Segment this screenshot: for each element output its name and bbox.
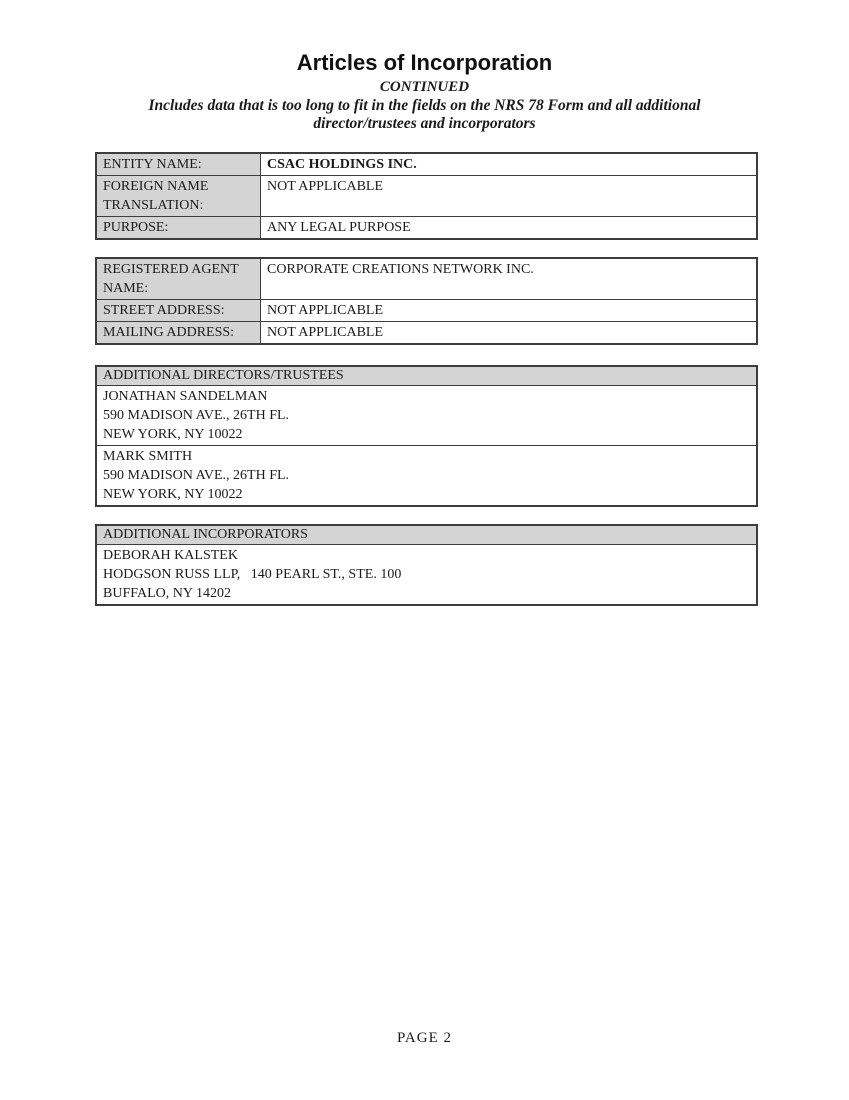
row-label: REGISTERED AGENT NAME: — [96, 258, 261, 300]
registered-agent-table — [95, 257, 758, 345]
document-header — [0, 0, 849, 133]
table-row-foreign-name — [96, 176, 757, 217]
row-value: NOT APPLICABLE — [261, 322, 758, 345]
incorporator-entry — [96, 545, 757, 606]
incorporator-city-line: BUFFALO, NY 14202 — [103, 586, 231, 601]
row-value: NOT APPLICABLE — [261, 176, 758, 217]
entity-table — [95, 152, 758, 240]
row-value: ANY LEGAL PURPOSE — [261, 217, 758, 240]
incorporator-street-line: HODGSON RUSS LLP, 140 PEARL ST., STE. 100 — [103, 567, 402, 582]
table-row-mailing-address — [96, 322, 757, 345]
section-header: ADDITIONAL INCORPORATORS — [96, 525, 757, 545]
incorporator-name-line: DEBORAH KALSTEK — [103, 548, 238, 563]
row-value: CSAC HOLDINGS INC. — [261, 153, 758, 176]
row-label: MAILING ADDRESS: — [96, 322, 261, 345]
section-header: ADDITIONAL DIRECTORS/TRUSTEES — [96, 366, 757, 386]
row-label: ENTITY NAME: — [96, 153, 261, 176]
table-row-entity-name — [96, 153, 757, 176]
director-entry — [96, 446, 757, 507]
director-city-line: NEW YORK, NY 10022 — [103, 427, 243, 442]
director-city-line: NEW YORK, NY 10022 — [103, 487, 243, 502]
director-entry — [96, 386, 757, 446]
additional-directors-table — [95, 365, 758, 507]
table-row-purpose — [96, 217, 757, 240]
table-row-street-address — [96, 300, 757, 322]
row-label: PURPOSE: — [96, 217, 261, 240]
director-name-line: JONATHAN SANDELMAN — [103, 389, 268, 404]
director-name-line: MARK SMITH — [103, 449, 193, 464]
section-header-row — [96, 366, 757, 386]
director-street-line: 590 MADISON AVE., 26TH FL. — [103, 408, 290, 423]
director-entry-row — [96, 386, 757, 446]
row-value: CORPORATE CREATIONS NETWORK INC. — [261, 258, 758, 300]
row-value: NOT APPLICABLE — [261, 300, 758, 322]
director-street-line: 590 MADISON AVE., 26TH FL. — [103, 468, 290, 483]
tagline-line-1: Includes data that is too long to fit in the fields on the NRS 78 Form and all additional — [148, 97, 701, 114]
additional-incorporators-table — [95, 524, 758, 606]
table-row-agent-name — [96, 258, 757, 300]
incorporator-entry-row — [96, 545, 757, 606]
row-label: STREET ADDRESS: — [96, 300, 261, 322]
subtitle-continued: CONTINUED — [379, 79, 470, 95]
tagline-line-2: director/trustees and incorporators — [313, 115, 536, 132]
page-title: Articles of Incorporation — [296, 50, 553, 75]
row-label: FOREIGN NAME TRANSLATION: — [96, 176, 261, 217]
page-number: PAGE 2 — [396, 1030, 453, 1046]
section-header-row — [96, 525, 757, 545]
director-entry-row — [96, 446, 757, 507]
